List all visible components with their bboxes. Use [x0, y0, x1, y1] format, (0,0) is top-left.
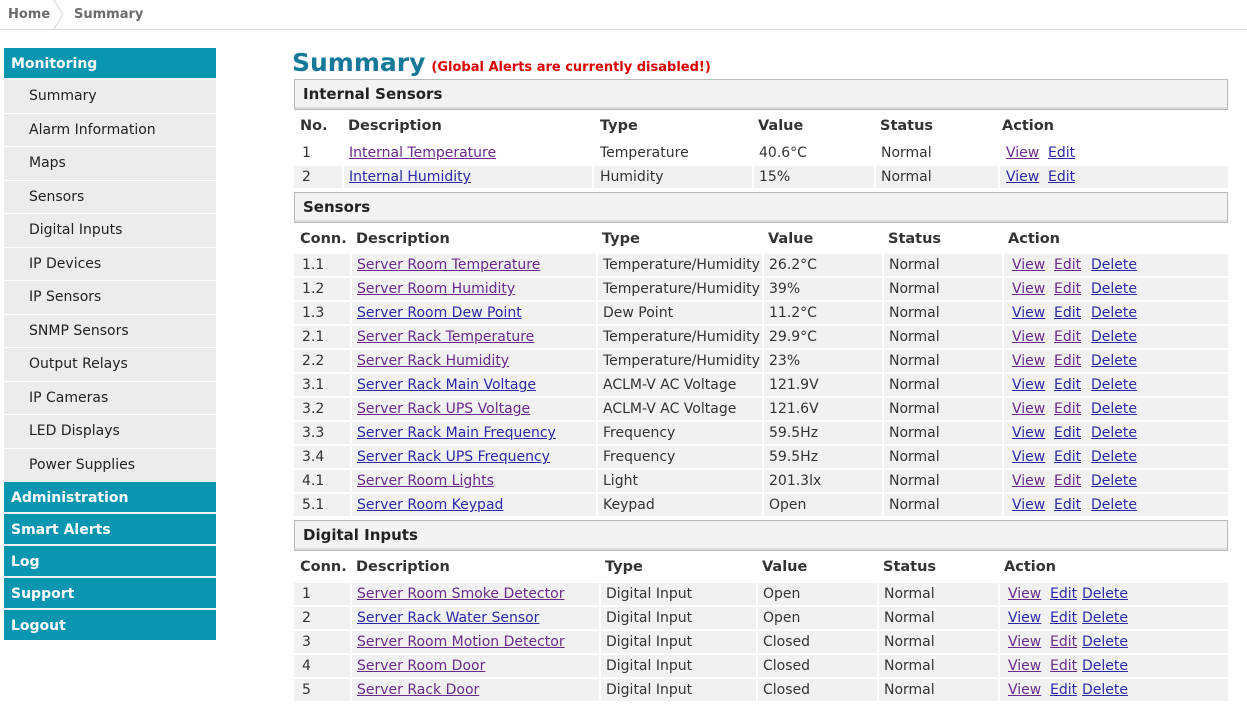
view-link[interactable]: View	[1008, 682, 1042, 698]
table-row	[294, 326, 1228, 348]
row-type: Frequency	[603, 425, 676, 441]
edit-link[interactable]: Edit	[1048, 145, 1076, 161]
table-row	[294, 631, 1228, 653]
row-type: ACLM-V AC Voltage	[603, 401, 737, 417]
row-value: 59.5Hz	[769, 425, 819, 441]
sidebar-section-monitoring[interactable]: Monitoring	[4, 48, 216, 80]
internal-col-status: Status	[880, 118, 934, 134]
row-status: Normal	[889, 497, 940, 513]
edit-link[interactable]: Edit	[1054, 353, 1082, 369]
row-conn: 3.3	[302, 425, 325, 441]
internal-col-value: Value	[758, 118, 804, 134]
internal-col-description: Description	[348, 118, 442, 134]
row-type: Frequency	[603, 449, 676, 465]
row-status: Normal	[884, 634, 935, 650]
internal-col-no: No.	[300, 118, 328, 134]
row-type: Digital Input	[606, 610, 693, 626]
table-row	[294, 302, 1228, 324]
row-status: Normal	[889, 377, 940, 393]
table-row	[294, 494, 1228, 516]
sidebar-item-led-displays[interactable]: LED Displays	[4, 415, 216, 449]
sensors-col-conn: Conn.	[300, 231, 347, 247]
delete-link[interactable]: Delete	[1091, 425, 1137, 441]
sensor-link[interactable]: Server Rack UPS Voltage	[357, 401, 531, 417]
view-link[interactable]: View	[1012, 425, 1046, 441]
sensors-col-status: Status	[888, 231, 942, 247]
table-row	[294, 166, 1228, 188]
row-value: 201.3lx	[769, 473, 822, 489]
row-type: Humidity	[600, 169, 664, 185]
row-conn: 4	[302, 658, 311, 674]
row-conn: 3.4	[302, 449, 325, 465]
input-link[interactable]: Server Room Motion Detector	[357, 634, 565, 650]
row-type: Temperature/Humidity	[603, 281, 760, 297]
view-link[interactable]: View	[1012, 377, 1046, 393]
row-type: Temperature	[600, 145, 689, 161]
digital-col-type: Type	[605, 559, 643, 575]
row-type: Digital Input	[606, 658, 693, 674]
row-status: Normal	[884, 658, 935, 674]
delete-link[interactable]: Delete	[1091, 257, 1137, 273]
sidebar-item-digital-inputs[interactable]: Digital Inputs	[4, 214, 216, 248]
delete-link[interactable]: Delete	[1091, 449, 1137, 465]
row-status: Normal	[884, 586, 935, 602]
view-link[interactable]: View	[1012, 449, 1046, 465]
sidebar-item-summary[interactable]: Summary	[4, 80, 216, 114]
sidebar-section-logout[interactable]: Logout	[4, 610, 216, 642]
sidebar-item-alarm-information[interactable]: Alarm Information	[4, 114, 216, 148]
sidebar-section-log[interactable]: Log	[4, 546, 216, 578]
view-link[interactable]: View	[1012, 353, 1046, 369]
sidebar-section-smart-alerts[interactable]: Smart Alerts	[4, 514, 216, 546]
row-type: Temperature/Humidity	[603, 353, 760, 369]
view-link[interactable]: View	[1006, 145, 1040, 161]
delete-link[interactable]: Delete	[1091, 497, 1137, 513]
digital-col-description: Description	[356, 559, 450, 575]
delete-link[interactable]: Delete	[1091, 353, 1137, 369]
delete-link[interactable]: Delete	[1091, 473, 1137, 489]
view-link[interactable]: View	[1012, 257, 1046, 273]
sensor-link[interactable]: Internal Humidity	[349, 169, 471, 185]
sensor-link[interactable]: Server Room Humidity	[357, 281, 516, 297]
sensors-col-value: Value	[768, 231, 814, 247]
row-status: Normal	[889, 401, 940, 417]
row-conn: 5.1	[302, 497, 325, 513]
sidebar-item-maps[interactable]: Maps	[4, 147, 216, 181]
breadcrumb-current: Summary	[74, 7, 144, 22]
sensors-col-description: Description	[356, 231, 450, 247]
sidebar-item-snmp-sensors[interactable]: SNMP Sensors	[4, 315, 216, 349]
row-status: Normal	[881, 145, 932, 161]
sidebar-item-ip-cameras[interactable]: IP Cameras	[4, 382, 216, 416]
edit-link[interactable]: Edit	[1054, 497, 1082, 513]
table-row	[294, 350, 1228, 372]
sidebar-item-sensors[interactable]: Sensors	[4, 181, 216, 215]
sensor-link[interactable]: Server Room Keypad	[357, 497, 504, 513]
row-status: Normal	[889, 305, 940, 321]
row-value: 121.6V	[769, 401, 819, 417]
digital-inputs-header: Digital Inputs	[294, 520, 1228, 551]
row-value: 11.2°C	[769, 305, 817, 321]
view-link[interactable]: View	[1008, 586, 1042, 602]
sensor-link[interactable]: Server Rack Temperature	[357, 329, 535, 345]
row-type: Light	[603, 473, 638, 489]
edit-link[interactable]: Edit	[1054, 425, 1082, 441]
row-type: Temperature/Humidity	[603, 329, 760, 345]
row-conn: 2.1	[302, 329, 325, 345]
delete-link[interactable]: Delete	[1091, 329, 1137, 345]
table-row	[294, 446, 1228, 468]
edit-link[interactable]: Edit	[1054, 401, 1082, 417]
row-value: 23%	[769, 353, 801, 369]
internal-col-action: Action	[1002, 118, 1055, 134]
row-conn: 3.2	[302, 401, 325, 417]
page-title-block	[292, 48, 711, 80]
edit-link[interactable]: Edit	[1050, 658, 1078, 674]
breadcrumb-separator-icon	[50, 0, 66, 29]
delete-link[interactable]: Delete	[1091, 401, 1137, 417]
page-title: Summary	[292, 48, 426, 77]
row-value: Closed	[763, 682, 811, 698]
delete-link[interactable]: Delete	[1091, 281, 1137, 297]
row-value: 59.5Hz	[769, 449, 819, 465]
sensor-link[interactable]: Server Rack Main Frequency	[357, 425, 556, 441]
view-link[interactable]: View	[1012, 497, 1046, 513]
delete-link[interactable]: Delete	[1082, 586, 1128, 602]
sensor-link[interactable]: Internal Temperature	[349, 145, 497, 161]
sidebar-item-ip-devices[interactable]: IP Devices	[4, 248, 216, 282]
view-link[interactable]: View	[1012, 401, 1046, 417]
edit-link[interactable]: Edit	[1048, 169, 1076, 185]
digital-col-value: Value	[762, 559, 808, 575]
breadcrumb-home[interactable]: Home	[8, 7, 51, 22]
sidebar-section-administration[interactable]: Administration	[4, 482, 216, 514]
row-conn: 5	[302, 682, 311, 698]
row-value: 121.9V	[769, 377, 819, 393]
row-conn: 2.2	[302, 353, 325, 369]
breadcrumb	[0, 0, 1247, 30]
input-link[interactable]: Server Room Door	[357, 658, 486, 674]
row-type: Dew Point	[603, 305, 674, 321]
table-row	[294, 470, 1228, 492]
row-value: 39%	[769, 281, 801, 297]
view-link[interactable]: View	[1012, 305, 1046, 321]
digital-col-action: Action	[1004, 559, 1057, 575]
view-link[interactable]: View	[1008, 634, 1042, 650]
sensors-header: Sensors	[294, 192, 1228, 223]
view-link[interactable]: View	[1006, 169, 1040, 185]
digital-col-status: Status	[883, 559, 937, 575]
row-status: Normal	[889, 473, 940, 489]
global-alerts-warning: (Global Alerts are currently disabled!)	[431, 60, 711, 75]
row-type: Digital Input	[606, 634, 693, 650]
delete-link[interactable]: Delete	[1091, 305, 1137, 321]
delete-link[interactable]: Delete	[1082, 634, 1128, 650]
row-conn: 3	[302, 634, 311, 650]
edit-link[interactable]: Edit	[1054, 329, 1082, 345]
row-value: Open	[769, 497, 807, 513]
internal-col-type: Type	[600, 118, 638, 134]
digital-col-conn: Conn.	[300, 559, 347, 575]
edit-link[interactable]: Edit	[1050, 610, 1078, 626]
row-status: Normal	[889, 425, 940, 441]
sensor-link[interactable]: Server Room Dew Point	[357, 305, 522, 321]
delete-link[interactable]: Delete	[1082, 610, 1128, 626]
sensor-link[interactable]: Server Rack Main Voltage	[357, 377, 536, 393]
input-link[interactable]: Server Rack Door	[357, 682, 480, 698]
row-type: Keypad	[603, 497, 655, 513]
edit-link[interactable]: Edit	[1054, 257, 1082, 273]
row-status: Normal	[889, 281, 940, 297]
edit-link[interactable]: Edit	[1054, 305, 1082, 321]
row-value: Open	[763, 610, 801, 626]
view-link[interactable]: View	[1012, 281, 1046, 297]
delete-link[interactable]: Delete	[1091, 377, 1137, 393]
row-status: Normal	[889, 449, 940, 465]
sensor-link[interactable]: Server Rack UPS Frequency	[357, 449, 550, 465]
sidebar-item-ip-sensors[interactable]: IP Sensors	[4, 281, 216, 315]
row-status: Normal	[884, 682, 935, 698]
sidebar-section-support[interactable]: Support	[4, 578, 216, 610]
edit-link[interactable]: Edit	[1054, 281, 1082, 297]
view-link[interactable]: View	[1008, 610, 1042, 626]
row-type: Temperature/Humidity	[603, 257, 760, 273]
row-conn: 1	[302, 586, 311, 602]
row-no: 1	[302, 145, 311, 161]
row-status: Normal	[881, 169, 932, 185]
row-type: Digital Input	[606, 682, 693, 698]
table-row	[294, 583, 1228, 605]
row-conn: 1.1	[302, 257, 325, 273]
sensor-link[interactable]: Server Room Temperature	[357, 257, 541, 273]
edit-link[interactable]: Edit	[1050, 682, 1078, 698]
sensor-link[interactable]: Server Rack Humidity	[357, 353, 510, 369]
row-value: 29.9°C	[769, 329, 817, 345]
internal-sensors-header: Internal Sensors	[294, 79, 1228, 110]
row-conn: 1.3	[302, 305, 325, 321]
table-row	[294, 655, 1228, 677]
edit-link[interactable]: Edit	[1054, 377, 1082, 393]
row-conn: 3.1	[302, 377, 325, 393]
sensor-link[interactable]: Server Room Lights	[357, 473, 494, 489]
edit-link[interactable]: Edit	[1054, 473, 1082, 489]
table-row	[294, 607, 1228, 629]
table-row	[294, 398, 1228, 420]
view-link[interactable]: View	[1012, 329, 1046, 345]
edit-link[interactable]: Edit	[1054, 449, 1082, 465]
row-status: Normal	[889, 353, 940, 369]
row-conn: 2	[302, 610, 311, 626]
row-conn: 4.1	[302, 473, 325, 489]
row-value: 15%	[759, 169, 791, 185]
table-row	[294, 278, 1228, 300]
row-type: ACLM-V AC Voltage	[603, 377, 737, 393]
view-link[interactable]: View	[1012, 473, 1046, 489]
sidebar	[4, 48, 216, 642]
delete-link[interactable]: Delete	[1082, 658, 1128, 674]
sidebar-item-power-supplies[interactable]: Power Supplies	[4, 449, 216, 483]
row-value: Closed	[763, 658, 811, 674]
row-value: 40.6°C	[759, 145, 807, 161]
row-status: Normal	[889, 257, 940, 273]
sensors-col-action: Action	[1008, 231, 1061, 247]
table-row	[294, 142, 1228, 164]
input-link[interactable]: Server Rack Water Sensor	[357, 610, 540, 626]
table-row	[294, 679, 1228, 701]
row-value: Closed	[763, 634, 811, 650]
row-value: 26.2°C	[769, 257, 817, 273]
row-status: Normal	[889, 329, 940, 345]
delete-link[interactable]: Delete	[1082, 682, 1128, 698]
row-no: 2	[302, 169, 311, 185]
row-conn: 1.2	[302, 281, 325, 297]
input-link[interactable]: Server Room Smoke Detector	[357, 586, 565, 602]
sidebar-item-output-relays[interactable]: Output Relays	[4, 348, 216, 382]
sensors-col-type: Type	[602, 231, 640, 247]
table-row	[294, 422, 1228, 444]
row-status: Normal	[884, 610, 935, 626]
table-row	[294, 374, 1228, 396]
view-link[interactable]: View	[1008, 658, 1042, 674]
edit-link[interactable]: Edit	[1050, 586, 1078, 602]
row-value: Open	[763, 586, 801, 602]
edit-link[interactable]: Edit	[1050, 634, 1078, 650]
table-row	[294, 254, 1228, 276]
row-type: Digital Input	[606, 586, 693, 602]
